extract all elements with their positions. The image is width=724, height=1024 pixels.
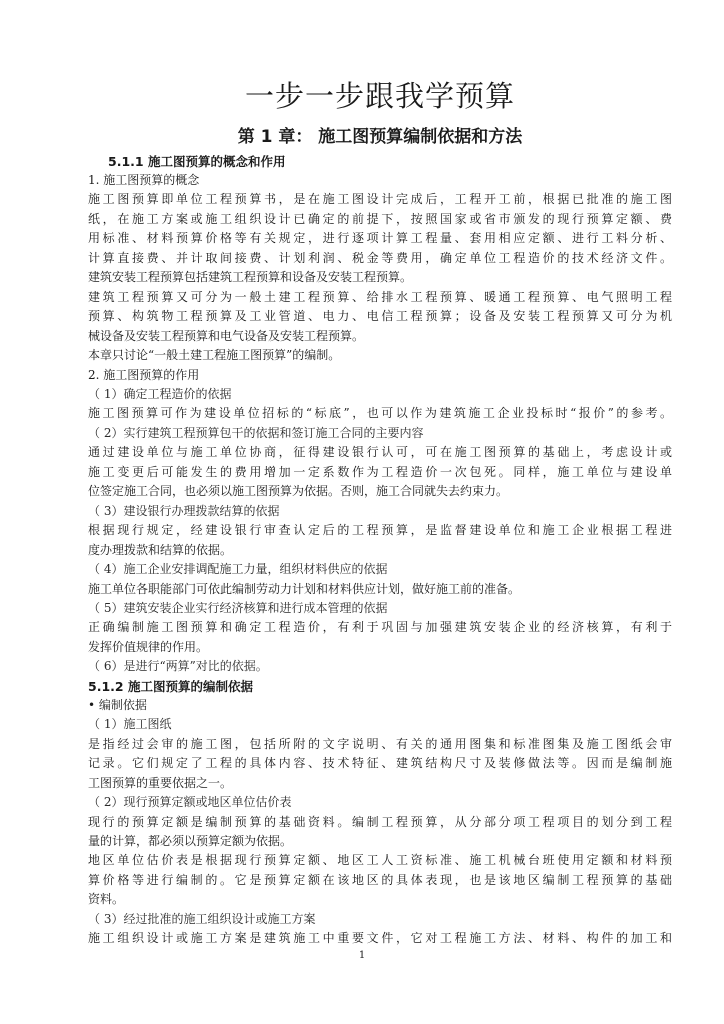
paragraph-line: 量的计算，都必须以预算定额为依据。 xyxy=(88,833,293,848)
paragraph-line: 施工图预算可作为建设单位招标的“标底”，也可以作为建筑施工企业投标时“报价”的参考。 xyxy=(88,406,672,421)
list-item: （ 4）施工企业安排调配施工力量，组织材料供应的依据 xyxy=(88,562,388,577)
paragraph-line: 本章只讨论“一般土建工程施工图预算”的编制。 xyxy=(88,348,341,363)
paragraph-line: 度办理拨款和结算的依据。 xyxy=(88,542,233,557)
list-item: （ 1）确定工程造价的依据 xyxy=(88,386,232,401)
paragraph-line: 记录。它们规定了工程的具体内容、技术特征、建筑结构尺寸及装修做法等。因而是编制施 xyxy=(88,756,672,771)
paragraph-line: 算价格等进行编制的。它是预算定额在该地区的具体表现，也是该地区编制工程预算的基础 xyxy=(88,872,672,887)
document-title: 一步一步跟我学预算 xyxy=(244,79,515,113)
paragraph-line: 发挥价值规律的作用。 xyxy=(88,639,209,654)
paragraph-line: 是指经过会审的施工图，包括所附的文字说明、有关的通用图集和标准图集及施工图纸会审 xyxy=(88,736,672,751)
subheading-concept: 1. 施工图预算的概念 xyxy=(88,173,200,187)
list-item: （ 3）经过批准的施工组织设计或施工方案 xyxy=(88,911,316,926)
paragraph-line: 通过建设单位与施工单位协商，征得建设银行认可，可在施工图预算的基础上，考虑设计或 xyxy=(88,445,672,460)
body-block-a xyxy=(88,171,672,677)
list-item: （ 6）是进行“两算”对比的依据。 xyxy=(88,659,268,674)
body-block-b xyxy=(88,696,672,949)
chapter-title: 第 1 章： 施工图预算编制依据和方法 xyxy=(237,127,523,147)
paragraph-line: 用标准、材料预算价格等有关规定，进行逐项计算工程量、套用相应定额、进行工料分析、 xyxy=(88,231,672,246)
bullet-item: • 编制依据 xyxy=(88,697,147,712)
list-item: （ 2）现行预算定额或地区单位估价表 xyxy=(88,795,292,810)
paragraph-line: 建筑安装工程预算包括建筑工程预算和设备及安装工程预算。 xyxy=(88,270,413,285)
paragraph-line: 地区单位估价表是根据现行预算定额、地区工人工资标准、施工机械台班使用定额和材料预 xyxy=(88,853,672,868)
paragraph-line: 预算、构筑物工程预算及工业管道、电力、电信工程预算；设备及安装工程预算又可分为机 xyxy=(88,309,672,324)
paragraph-line: 施工组织设计或施工方案是建筑施工中重要文件，它对工程施工方法、材料、构件的加工和 xyxy=(88,931,672,946)
subheading-role: 2. 施工图预算的作用 xyxy=(88,367,200,382)
paragraph-line: 现行的预算定额是编制预算的基础资料。编制工程预算，从分部分项工程项目的划分到工程 xyxy=(88,814,672,829)
paragraph-line: 位签定施工合同，也必须以施工图预算为依据。否则，施工合同就失去约束力。 xyxy=(88,484,509,499)
paragraph-line: 资料。 xyxy=(88,892,125,907)
document-page xyxy=(88,70,672,949)
paragraph-line: 工图预算的重要依据之一。 xyxy=(88,775,233,790)
list-item: （ 3）建设银行办理拨款结算的依据 xyxy=(88,503,280,518)
paragraph-line: 根据现行规定，经建设银行审查认定后的工程预算，是监督建设单位和施工企业根据工程进 xyxy=(88,523,672,538)
paragraph-line: 纸，在施工方案或施工组织设计已确定的前提下，按照国家或省市颁发的现行预算定额、费 xyxy=(88,211,672,226)
section-heading-5-1-2: 5.1.2 施工图预算的编制依据 xyxy=(88,678,253,694)
paragraph-line: 械设备及安装工程预算和电气设备及安装工程预算。 xyxy=(88,328,365,343)
list-item: （ 1）施工图纸 xyxy=(88,717,172,732)
paragraph-line: 施工单位各职能部门可依此编制劳动力计划和材料供应计划，做好施工前的准备。 xyxy=(88,581,521,596)
paragraph-line: 建筑工程预算又可分为一般土建工程预算、给排水工程预算、暖通工程预算、电气照明工程 xyxy=(88,289,672,304)
section-heading-5-1-1: 5.1.1 施工图预算的概念和作用 xyxy=(108,154,286,169)
paragraph-line: 施工变更后可能发生的费用增加一定系数作为工程造价一次包死。同样，施工单位与建设单 xyxy=(88,464,672,479)
paragraph-line: 正确编制施工图预算和确定工程造价，有利于巩固与加强建筑安装企业的经济核算，有利于 xyxy=(88,620,672,635)
list-item: （ 5）建筑安装企业实行经济核算和进行成本管理的依据 xyxy=(88,600,388,615)
paragraph-line: 计算直接费、并计取间接费、计划利润、税金等费用，确定单位工程造价的技术经济文件。 xyxy=(88,250,672,265)
paragraph-line: 施工图预算即单位工程预算书，是在施工图设计完成后，工程开工前，根据已批准的施工图 xyxy=(88,192,672,207)
list-item: （ 2）实行建筑工程预算包干的依据和签订施工合同的主要内容 xyxy=(88,425,424,440)
page-number: 1 xyxy=(358,950,366,961)
